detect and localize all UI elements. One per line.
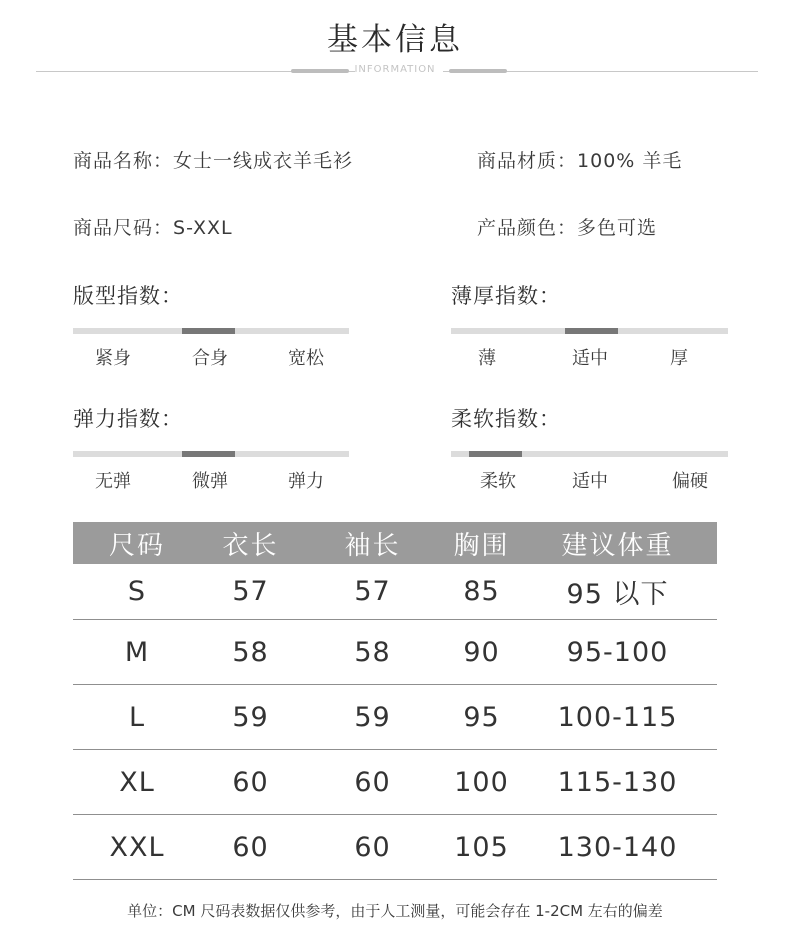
softness-index-indicator xyxy=(469,451,522,457)
table-cell: 90 xyxy=(445,620,518,685)
thickness-index-indicator xyxy=(565,328,618,334)
table-cell: 58 xyxy=(300,620,445,685)
table-cell: M xyxy=(73,620,201,685)
table-row xyxy=(73,620,717,685)
elasticity-option-none: 无弹 xyxy=(95,471,131,492)
fit-option-tight: 紧身 xyxy=(95,348,131,369)
header-weight: 建议体重 xyxy=(518,522,717,564)
table-cell: XXL xyxy=(73,815,201,880)
table-cell: 59 xyxy=(300,685,445,750)
size-label: 商品尺码： xyxy=(73,217,174,239)
table-cell: 58 xyxy=(201,620,300,685)
fit-index-title: 版型指数： xyxy=(73,284,183,308)
thickness-option-medium: 适中 xyxy=(572,348,608,369)
table-cell: 95-100 xyxy=(518,620,717,685)
table-cell: 57 xyxy=(201,564,300,620)
header-chest: 胸围 xyxy=(445,522,518,564)
header-length: 衣长 xyxy=(201,522,300,564)
elasticity-option-slight: 微弹 xyxy=(192,471,228,492)
table-cell: 60 xyxy=(201,815,300,880)
table-cell: 57 xyxy=(300,564,445,620)
material-label: 商品材质： xyxy=(477,150,578,172)
thickness-option-thick: 厚 xyxy=(670,348,688,369)
table-row xyxy=(73,685,717,750)
material-value: 100% 羊毛 xyxy=(577,150,683,172)
table-cell: S xyxy=(73,564,201,620)
softness-option-medium: 适中 xyxy=(572,471,608,492)
info-color xyxy=(477,213,657,240)
header-size: 尺码 xyxy=(73,522,201,564)
table-row xyxy=(73,750,717,815)
fit-option-loose: 宽松 xyxy=(288,348,324,369)
fit-option-regular: 合身 xyxy=(192,348,228,369)
elasticity-option-stretch: 弹力 xyxy=(288,471,324,492)
product-name-label: 商品名称： xyxy=(73,150,174,172)
color-value: 多色可选 xyxy=(577,217,658,239)
size-value: S-XXL xyxy=(173,217,233,239)
table-cell: XL xyxy=(73,750,201,815)
info-material xyxy=(477,146,682,173)
softness-index-title: 柔软指数： xyxy=(451,407,561,431)
table-cell: 60 xyxy=(300,815,445,880)
table-row xyxy=(73,564,717,620)
page-title: 基本信息 xyxy=(327,22,463,58)
elasticity-index-indicator xyxy=(182,451,235,457)
page-subtitle: INFORMATION xyxy=(354,64,436,75)
table-cell: 85 xyxy=(445,564,518,620)
product-name-value: 女士一线成衣羊毛衫 xyxy=(173,150,354,172)
size-table xyxy=(73,522,717,880)
table-cell: 95 以下 xyxy=(518,564,717,620)
table-cell: 115-130 xyxy=(518,750,717,815)
info-size xyxy=(73,213,233,240)
measurement-note: 单位：CM 尺码表数据仅供参考，由于人工测量，可能会存在 1-2CM 左右的偏差 xyxy=(127,902,663,920)
thickness-index-title: 薄厚指数： xyxy=(451,284,561,308)
thickness-option-thin: 薄 xyxy=(478,348,496,369)
table-cell: 100-115 xyxy=(518,685,717,750)
info-product-name xyxy=(73,146,353,173)
header-sleeve: 袖长 xyxy=(300,522,445,564)
size-table-header xyxy=(73,522,717,564)
table-cell: L xyxy=(73,685,201,750)
table-cell: 95 xyxy=(445,685,518,750)
color-label: 产品颜色： xyxy=(477,217,578,239)
table-cell: 130-140 xyxy=(518,815,717,880)
table-cell: 105 xyxy=(445,815,518,880)
table-cell: 60 xyxy=(201,750,300,815)
table-cell: 60 xyxy=(300,750,445,815)
softness-option-soft: 柔软 xyxy=(480,471,516,492)
fit-index-indicator xyxy=(182,328,235,334)
softness-option-firm: 偏硬 xyxy=(672,471,708,492)
elasticity-index-title: 弹力指数： xyxy=(73,407,183,431)
table-row xyxy=(73,815,717,880)
table-cell: 100 xyxy=(445,750,518,815)
table-cell: 59 xyxy=(201,685,300,750)
